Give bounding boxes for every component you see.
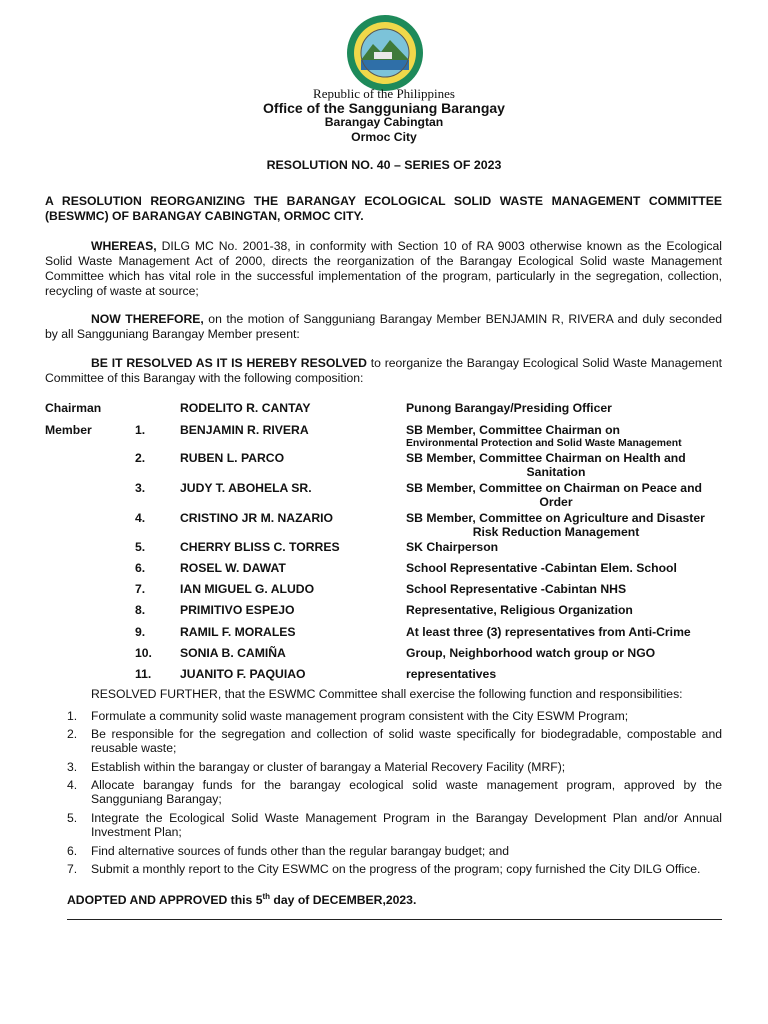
- adopted-line: [67, 889, 722, 908]
- member-position: [406, 423, 722, 451]
- position-line: Punong Barangay/Presiding Officer: [406, 401, 612, 415]
- function-item: [67, 778, 722, 806]
- resolved-lead: BE IT RESOLVED AS IT IS HEREBY RESOLVED: [91, 356, 367, 370]
- function-item: [67, 709, 722, 723]
- adopted-after: day of DECEMBER,2023.: [270, 893, 417, 908]
- composition-row: [45, 451, 722, 481]
- member-name: JUANITO F. PAQUIAO: [180, 667, 306, 681]
- member-name: ROSEL W. DAWAT: [180, 561, 286, 575]
- member-name: CRISTINO JR M. NAZARIO: [180, 511, 334, 525]
- member-position: [406, 511, 722, 539]
- resolution-title: A RESOLUTION REORGANIZING THE BARANGAY ECOLOGICAL SOLID WASTE MANAGEMENT COMMITTEE (BESWMC) OF BARANGAY CABINGTAN, ORMOC CITY.: [45, 194, 722, 223]
- item-number: 5.: [67, 811, 78, 825]
- member-name: SONIA B. CAMIÑA: [180, 646, 286, 660]
- member-position: representatives: [406, 667, 497, 681]
- member-number: 9.: [135, 625, 146, 639]
- member-position: [406, 481, 722, 509]
- member-number: 3.: [135, 481, 146, 495]
- position-line: SB Member, Committee on Chairman on Peace and: [406, 481, 702, 495]
- item-number: 6.: [67, 844, 78, 858]
- member-position: [406, 401, 722, 415]
- member-position: School Representative -Cabintan NHS: [406, 582, 627, 596]
- item-text: Submit a monthly report to the City ESWMC on the progress of the program; copy furnished the City DILG Office.: [91, 862, 701, 876]
- member-name: BENJAMIN R. RIVERA: [180, 423, 309, 437]
- position-line-2: Risk Reduction Management: [472, 525, 640, 539]
- member-name: JUDY T. ABOHELA SR.: [180, 481, 312, 495]
- item-number: 7.: [67, 862, 78, 876]
- resolved-further: RESOLVED FURTHER, that the ESWMC Committee shall exercise the following function and responsibilities:: [91, 687, 683, 701]
- item-number: 3.: [67, 760, 78, 774]
- function-item: [67, 844, 722, 858]
- item-number: 1.: [67, 709, 78, 723]
- position-line-2: Sanitation: [526, 465, 586, 479]
- role-label: Chairman: [45, 401, 102, 415]
- resolved-paragraph: [45, 356, 722, 386]
- member-number: 8.: [135, 603, 146, 617]
- member-number: 4.: [135, 511, 146, 525]
- composition-row: [45, 511, 722, 541]
- whereas-lead: WHEREAS,: [91, 239, 157, 253]
- member-number: 11.: [135, 667, 152, 681]
- member-position: SK Chairperson: [406, 540, 499, 554]
- member-number: 1.: [135, 423, 146, 437]
- office-line: Office of the Sangguniang Barangay: [263, 100, 505, 116]
- member-number: 5.: [135, 540, 146, 554]
- therefore-text: on the motion of Sangguniang Barangay Member BENJAMIN R, RIVERA and duly seconded by all Sangguniang Barangay Member present:: [45, 312, 723, 341]
- position-line: SB Member, Committee Chairman on Health and: [406, 451, 686, 465]
- barangay-line: Barangay Cabingtan: [324, 115, 444, 129]
- item-text: Formulate a community solid waste management program consistent with the City ESWM Program;: [91, 709, 629, 723]
- function-item: [67, 811, 722, 839]
- member-name: CHERRY BLISS C. TORRES: [180, 540, 340, 554]
- member-position: School Representative -Cabintan Elem. School: [406, 561, 677, 575]
- city-line: Ormoc City: [351, 130, 417, 144]
- position-line: SB Member, Committee Chairman on: [406, 423, 621, 437]
- member-number: 6.: [135, 561, 146, 575]
- resolved-text: to reorganize the Barangay Ecological Solid Waste Management Committee of this Barangay with the following composition:: [45, 356, 722, 385]
- function-item: [67, 727, 722, 755]
- signature-divider: [67, 919, 722, 920]
- item-number: 2.: [67, 727, 78, 741]
- member-number: 7.: [135, 582, 146, 596]
- item-text: Allocate barangay funds for the barangay ecological solid waste management program, approved by the Sangguniang Barangay;: [91, 778, 722, 806]
- adopted-ordinal: th: [262, 892, 271, 901]
- item-text: Find alternative sources of funds other than the regular barangay budget; and: [91, 844, 510, 858]
- member-number: 2.: [135, 451, 146, 465]
- member-name: RODELITO R. CANTAY: [180, 401, 311, 415]
- member-position: Group, Neighborhood watch group or NGO: [406, 646, 656, 660]
- therefore-paragraph: [45, 312, 722, 342]
- position-detail: Environmental Protection and Solid Waste Management: [406, 438, 682, 449]
- member-name: IAN MIGUEL G. ALUDO: [180, 582, 315, 596]
- item-number: 4.: [67, 778, 78, 792]
- member-name: RUBEN L. PARCO: [180, 451, 285, 465]
- item-text: Integrate the Ecological Solid Waste Management Program in the Barangay Development Plan and/or Annual Investment Plan;: [91, 811, 722, 839]
- composition-row: [45, 481, 722, 511]
- function-item: [67, 760, 722, 774]
- adopted-before: ADOPTED AND APPROVED this 5: [67, 893, 263, 908]
- item-text: Be responsible for the segregation and collection of solid waste specifically for biodegradable, compostable and reusable waste;: [91, 727, 722, 755]
- republic-line: Republic of the Philippines: [313, 86, 455, 101]
- composition-row: [45, 423, 722, 453]
- member-position: At least three (3) representatives from Anti-Crime: [406, 625, 691, 639]
- resolution-number: RESOLUTION NO. 40 – SERIES OF 2023: [266, 158, 502, 172]
- position-line: SB Member, Committee on Agriculture and Disaster: [406, 511, 705, 525]
- member-number: 10.: [135, 646, 152, 660]
- barangay-seal: [346, 14, 424, 92]
- member-name: RAMIL F. MORALES: [180, 625, 296, 639]
- role-label: Member: [45, 423, 92, 437]
- position-line-2: Order: [539, 495, 573, 509]
- member-name: PRIMITIVO ESPEJO: [180, 603, 295, 617]
- item-text: Establish within the barangay or cluster of barangay a Material Recovery Facility (MRF);: [91, 760, 566, 774]
- member-position: Representative, Religious Organization: [406, 603, 633, 617]
- therefore-lead: NOW THEREFORE,: [91, 312, 204, 326]
- function-item: [67, 862, 722, 876]
- whereas-text: DILG MC No. 2001-38, in conformity with Section 10 of RA 9003 otherwise known as the Ecological Solid Waste Management Act of 2000, directs the reorganization of the Barangay Ecological Solid waste Management Committee which has vital role in the successful implementation of the program, particularly in the segregation, collection, recycling of waste at source;: [45, 239, 722, 298]
- member-position: [406, 451, 722, 479]
- whereas-paragraph: [45, 239, 722, 299]
